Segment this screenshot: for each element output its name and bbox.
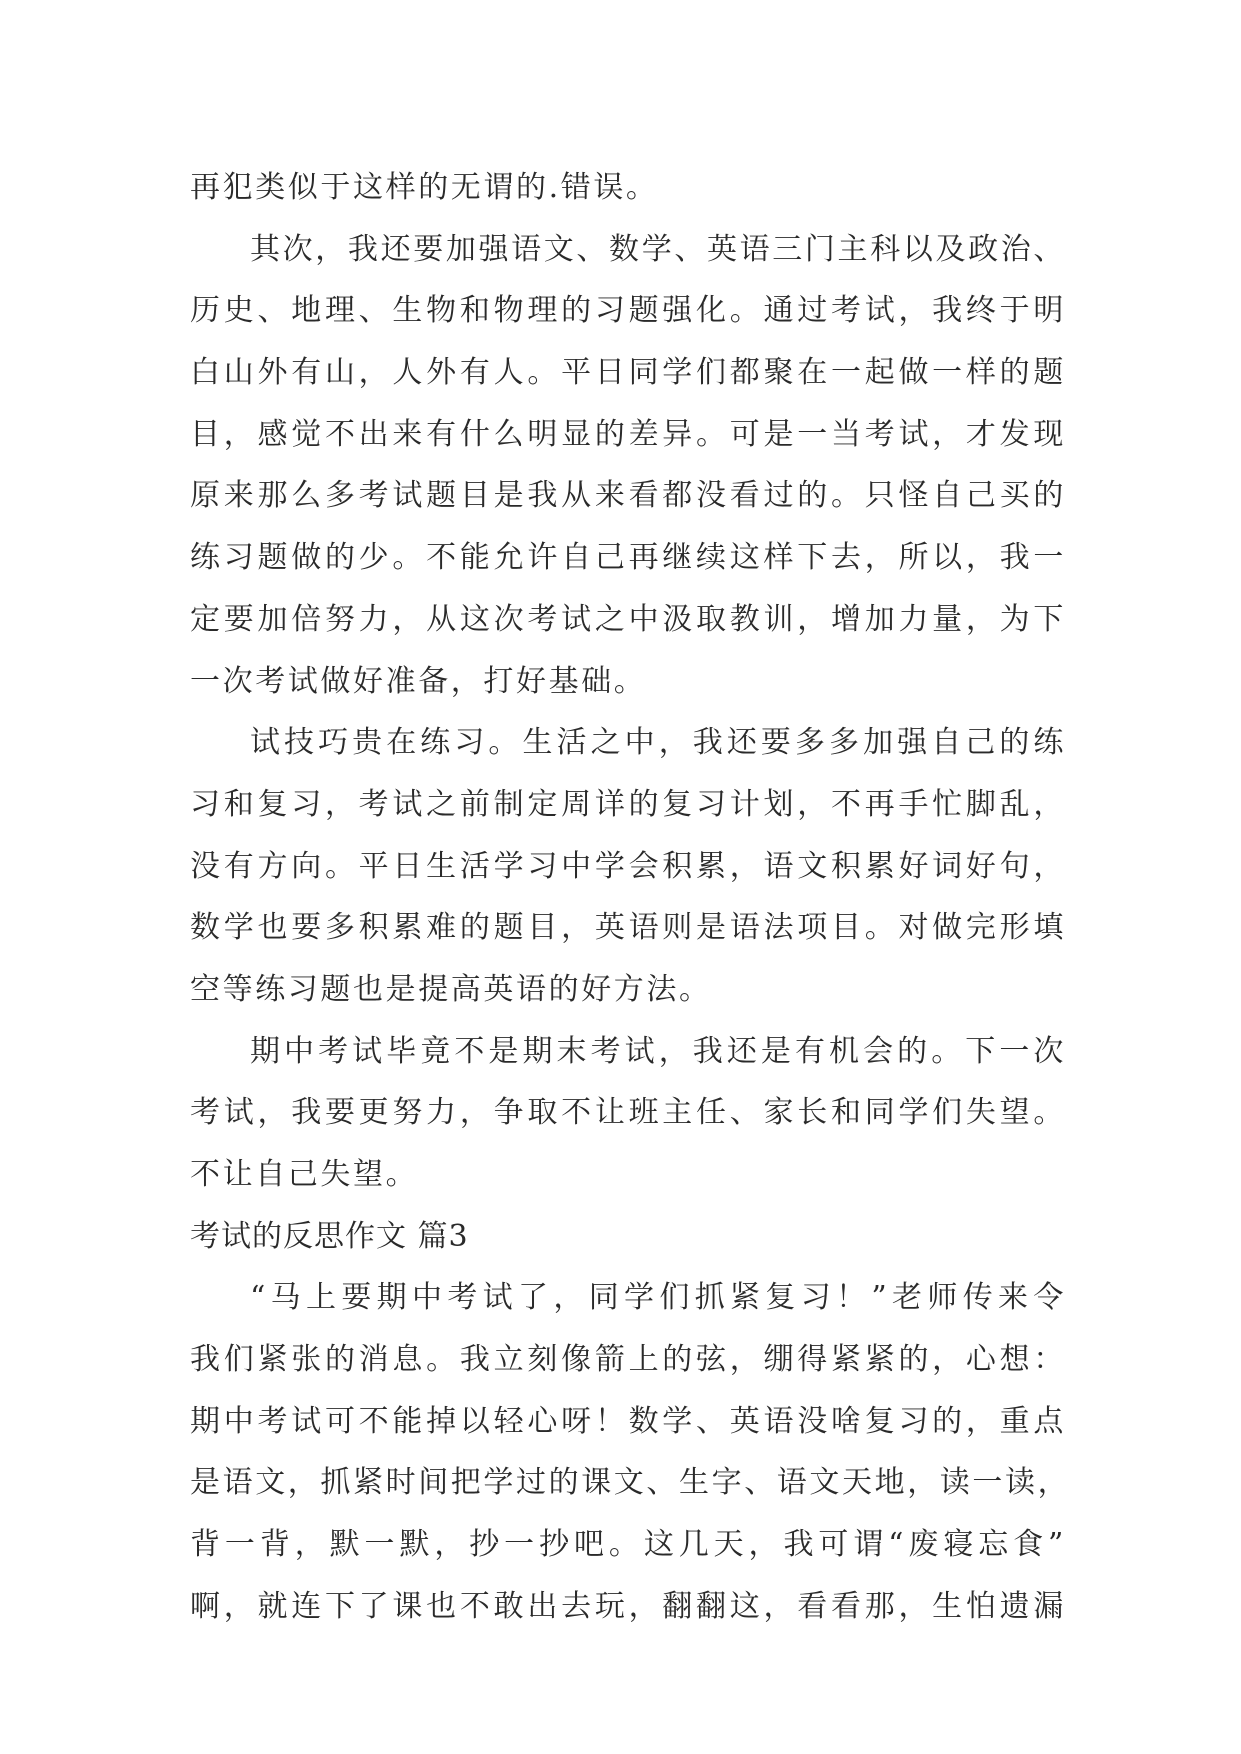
text-line: 目，感觉不出来有什么明显的差异。可是一当考试，才发现 (190, 416, 1066, 452)
text-line: 历史、地理、生物和物理的习题强化。通过考试，我终于明 (190, 293, 1066, 329)
heading-text: 考试的反思作文 篇3 (190, 1218, 469, 1254)
section-heading (190, 1206, 1066, 1268)
text-line: “马上要期中考试了，同学们抓紧复习！”老师传来令 (250, 1280, 1066, 1316)
text-line: 数学也要多积累难的题目，英语则是语法项目。对做完形填 (190, 910, 1066, 946)
text-line: 背一背，默一默，抄一抄吧。这几天，我可谓“废寝忘食” (190, 1527, 1066, 1563)
text-line: 空等练习题也是提高英语的好方法。 (190, 971, 712, 1007)
paragraph (190, 712, 1066, 1020)
text-line: 练习题做的少。不能允许自己再继续这样下去，所以，我一 (190, 540, 1066, 576)
text-line: 啊，就连下了课也不敢出去玩，翻翻这，看看那，生怕遗漏 (190, 1588, 1066, 1624)
text-line: 是语文，抓紧时间把学过的课文、生字、语文天地，读一读， (190, 1465, 1071, 1501)
text-line: 再犯类似于这样的无谓的.错误。 (190, 170, 659, 205)
text-line: 考试，我要更努力，争取不让班主任、家长和同学们失望。 (190, 1095, 1066, 1131)
text-line: 不让自己失望。 (190, 1157, 419, 1192)
paragraph (190, 219, 1066, 713)
text-line: 没有方向。平日生活学习中学会积累，语文积累好词好句， (190, 848, 1066, 884)
text-line: 白山外有山，人外有人。平日同学们都聚在一起做一样的题 (190, 355, 1066, 391)
text-line: 习和复习，考试之前制定周详的复习计划，不再手忙脚乱， (190, 786, 1066, 822)
text-line: 期中考试可不能掉以轻心呀！数学、英语没啥复习的，重点 (190, 1403, 1066, 1439)
text-line: 一次考试做好准备，打好基础。 (190, 663, 647, 699)
paragraph (190, 157, 1066, 219)
text-line: 其次，我还要加强语文、数学、英语三门主科以及政治、 (250, 231, 1066, 267)
text-line: 我们紧张的消息。我立刻像箭上的弦，绷得紧紧的，心想： (190, 1342, 1066, 1378)
text-line: 原来那么多考试题目是我从来看都没看过的。只怪自己买的 (190, 478, 1066, 514)
paragraph (190, 1021, 1066, 1206)
text-line: 试技巧贵在练习。生活之中，我还要多多加强自己的练 (250, 725, 1066, 761)
document-body (190, 157, 1071, 1638)
paragraph (190, 1267, 1071, 1637)
text-line: 期中考试毕竟不是期末考试，我还是有机会的。下一次 (250, 1033, 1066, 1069)
text-line: 定要加倍努力，从这次考试之中汲取教训，增加力量，为下 (190, 601, 1066, 637)
